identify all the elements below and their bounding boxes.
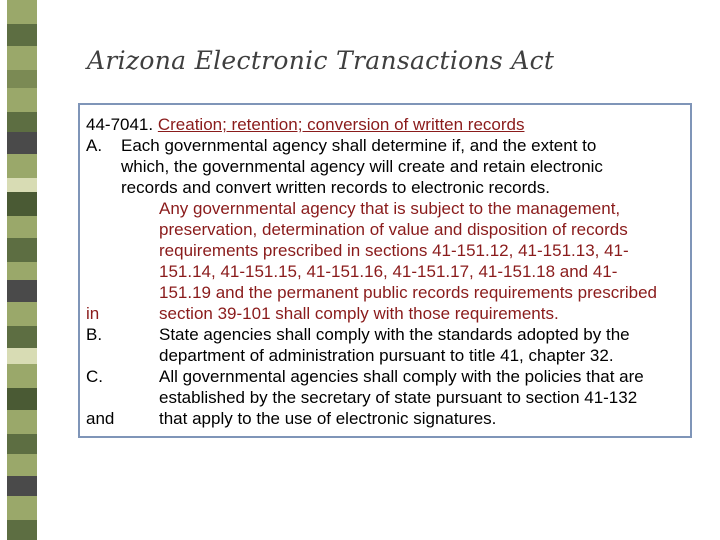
in-label: in [86, 304, 100, 323]
section-b-label: B. [86, 325, 103, 344]
slide-title: Arizona Electronic Transactions Act [87, 46, 555, 75]
and-label: and [86, 409, 115, 428]
section-a2-line: 151.14, 41-151.15, 41-151.16, 41-151.17, 41-151.18 and 41- [159, 262, 618, 281]
section-b-line: State agencies shall comply with the standards adopted by the [159, 325, 630, 344]
section-a2-line: preservation, determination of value and disposition of records [159, 220, 628, 239]
section-a2-line: 151.19 and the permanent public records requirements prescribed [159, 283, 658, 302]
statute-heading: Creation; retention; conversion of written records [157, 115, 525, 134]
section-c-label: C. [86, 367, 103, 386]
decorative-stripe [0, 0, 42, 540]
statute-number: 44-7041. [86, 115, 154, 134]
section-a2-line: section 39-101 shall comply with those requirements. [159, 304, 559, 323]
statute-text-box [78, 103, 692, 438]
section-a2-line: Any governmental agency that is subject to the management, [159, 199, 621, 218]
section-a-label: A. [86, 136, 103, 155]
section-a2-line: requirements prescribed in sections 41-151.12, 41-151.13, 41- [159, 241, 629, 260]
section-a-line: records and convert written records to electronic records. [121, 178, 550, 197]
section-c-line: established by the secretary of state pursuant to section 41-132 [159, 388, 638, 407]
section-a-line: which, the governmental agency will create and retain electronic [121, 157, 603, 176]
section-c-line: All governmental agencies shall comply with the policies that are [159, 367, 644, 386]
section-b-line: department of administration pursuant to title 41, chapter 32. [159, 346, 614, 365]
section-a-line: Each governmental agency shall determine if, and the extent to [121, 136, 597, 155]
section-c-line: that apply to the use of electronic signatures. [159, 409, 497, 428]
statute-heading-line [86, 114, 524, 135]
